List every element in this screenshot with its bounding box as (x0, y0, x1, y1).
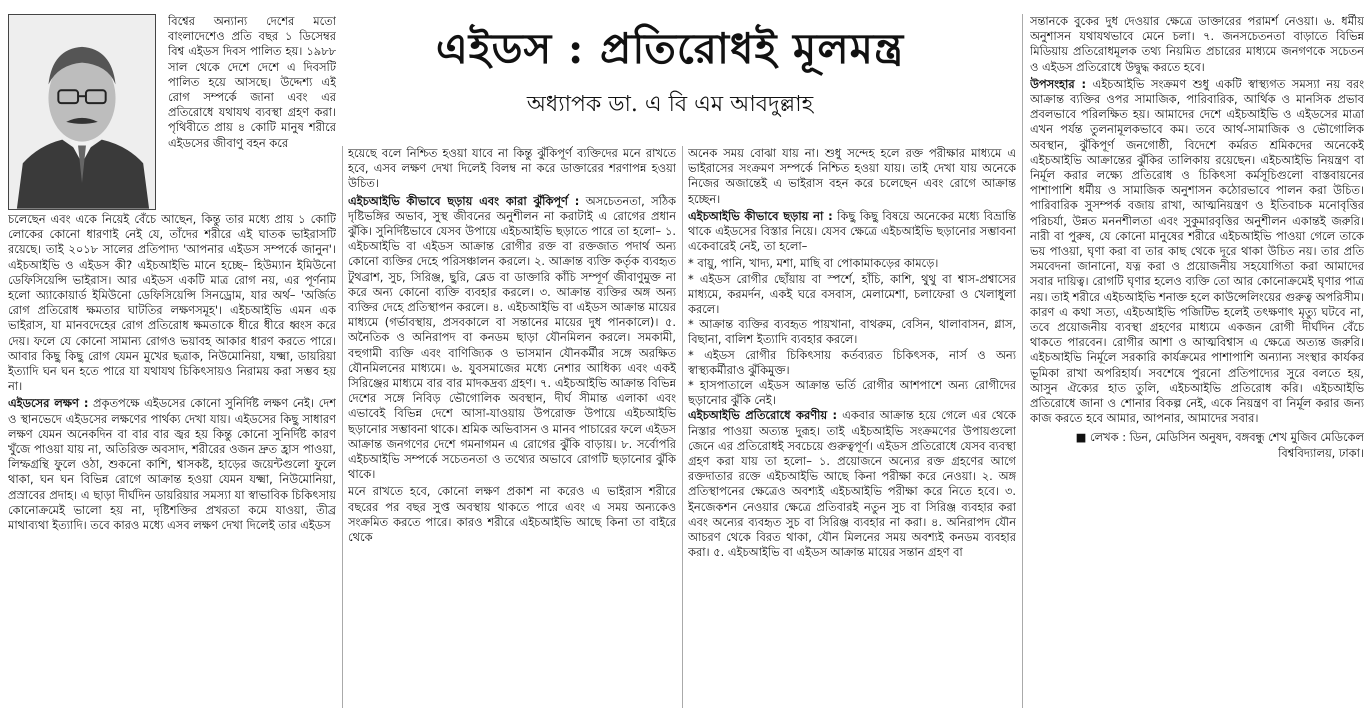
body-text: প্রকৃতপক্ষে এইডসের কোনো সুনির্দিষ্ট লক্ষণ নেই। দেশ ও স্থানভেদে এইডসের লক্ষণের পার্থক্য দেখা যায়। এইডসের কিছু সাধারণ লক্ষণ যেমন অনেকদিন বা বার বার জ্বর হয় কিন্তু কোনো সুনির্দিষ্ট কারণ খুঁজে পাওয়া যায় না, অতিরিক্ত অবসাদ, শরীরের ওজন দ্রুত হ্রাস পাওয়া, লিম্ফগ্রন্থি ফুলে ওঠা, শুকনো কাশি, শ্বাসকষ্ট, হাড়ের জয়েন্টগুলো ফুলে থাকা, ঘন ঘন বিভিন্ন রোগে আক্রান্ত হওয়া যেমন যক্ষ্মা, নিউমোনিয়া, প্রস্রাবের প্রদাহ। এ ছাড়া দীর্ঘদিন ডায়রিয়ার সমস্যা যা স্বাভাবিক চিকিৎসায় কোনোক্রমেই ভালো হয় না, দৃষ্টিশক্তির প্রখরতা কমে যাওয়া, তীব্র মাথাব্যথা ইত্যাদি। তবে কারও মধ্যে এসব লক্ষণ দেখা দিলেই তার এইডস (8, 396, 336, 533)
column-divider (1022, 14, 1023, 708)
body-text: এইচআইভি সংক্রমণ শুধু একটি স্বাস্থ্যগত সমস্যা নয় বরং আক্রান্ত ব্যক্তির ওপর সামাজিক, পারিবারিক, আর্থিক ও মানসিক প্রভাব প্রবলভাবে পরিলক্ষিত হয়। আমাদের দেশে এইচআইভি ও এইডসের মাত্রা এখন পর্যন্ত তুলনামূলকভাবে কম। তবে আর্থ-সামাজিক ও ভৌগোলিক অবস্থান, ঝুঁকিপূর্ণ জনগোষ্ঠী, বিদেশে কর্মরত শ্রমিকদের অনেকেই এইচআইভি আক্রান্তের ঝুঁকির তালিকায় রয়েছেন। এইচআইভি নিয়ন্ত্রণ বা নির্মূল করার লক্ষ্যে প্রতিরোধ ও চিকিৎসা কর্মসূচিগুলো বাস্তবায়নের পাশাপাশি ধর্মীয় ও সামাজিক অনুশাসন কঠোরভাবে পালন করা উচিত। পারিবারিক সুসম্পর্ক বজায় রাখা, আত্মনিয়ন্ত্রণ ও ইতিবাচক মনোবৃত্তির পরিচর্যা, উন্নত মননশীলতা এবং সুকুমারবৃত্তির অনুশীলন একান্তই জরুরি। নারী বা পুরুষ, যে কোনো মানুষের শরীরে এইচআইভি পাওয়া গেলে তাকে ভয় পাওয়া, ঘৃণা করা বা তার কাছ থেকে দূরে থাকা উচিত নয়। তার প্রতি সমবেদনা জানানো, যত্ন করা ও প্রয়োজনীয় সহযোগিতা করা আমাদের সবার দায়িত্ব। রোগটি ঘৃণার হলেও ব্যক্তি তো আর কোনোক্রমেই ঘৃণার পাত্র নয়। তাই শরীরে এইচআইভি শনাক্ত হলে কাউন্সেলিংয়ের গুরুত্ব অপরিসীম। কারণ এ কথা সত্য, এইচআইভি পজিটিভ হলেই তৎক্ষণাৎ মৃত্যু ঘটবে না, তবে প্রয়োজনীয় ব্যবস্থা গ্রহণের মাধ্যমে একজন রোগী দীর্ঘদিন বেঁচে থাকতে পারবেন। রোগীর আশা ও আত্মবিশ্বাস এ ক্ষেত্রে অত্যন্ত জরুরি। এইচআইভি নির্মূলে সরকারি কার্যক্রমের পাশাপাশি অন্যান্য সংস্থার কার্যকর ভূমিকা রাখা অপরিহার্য। সবশেষে পুরনো প্রতিপাদ্যের সুরে বলতে হয়, আসুন ঐক্যের হাত তুলি, এইচআইভি প্রতিরোধ করি। এইচআইভি প্রতিরোধে জানা ও শোনার বিকল্প নেই, একে নিয়ন্ত্রণ বা নির্মূল করার জন্য কাজ করতে হবে আমার, আপনার, আমাদের সবার। (1030, 76, 1364, 426)
article-author: অধ্যাপক ডা. এ বি এম আবদুল্লাহ (526, 92, 814, 117)
bullet-item: * হাসপাতালে এইডস আক্রান্ত ভর্তি রোগীর আশপাশে অন্য রোগীদের ছড়ানোর ঝুঁকি নেই। (688, 378, 1016, 408)
body-paragraph (688, 408, 1016, 560)
column-3 (688, 146, 1016, 708)
subheading-conclusion: উপসংহার : (1030, 76, 1087, 91)
subheading-prevention: এইচআইভি প্রতিরোধে করণীয় : (688, 408, 838, 423)
column-2 (348, 146, 676, 708)
body-paragraph (688, 209, 1016, 255)
bullet-item: * এইডস রোগীর ছোঁয়ায় বা স্পর্শে, হাঁচি, কাশি, থুথু বা শ্বাস-প্রশ্বাসের মাধ্যমে, করমর্দন, একই ঘরে বসবাস, মেলামেশা, চলাফেরা ও খেলাধুলা করলে। (688, 271, 1016, 317)
body-paragraph: মনে রাখতে হবে, কোনো লক্ষণ প্রকাশ না করেও এ ভাইরাস শরীরে বছরের পর বছর সুপ্ত অবস্থায় থাকতে পারে এবং এ সময় অন্যকেও সংক্রমিত করতে পারে। কারও শরীরে এইচআইভি আছে কিনা তা বাইরে থেকে (348, 484, 676, 545)
column-divider (682, 146, 683, 708)
article-title: এইডস : প্রতিরোধই মূলমন্ত্র (435, 24, 905, 73)
body-paragraph: সন্তানকে বুকের দুধ দেওয়ার ক্ষেত্রে ডাক্তারের পরামর্শ নেওয়া। ৬. ধর্মীয় অনুশাসন যথাযথভাবে মেনে চলা। ৭. জনসচেতনতা বাড়াতে বিভিন্ন মিডিয়ায় প্রতিরোধমূলক তথ্য নিয়মিত প্রচারের মাধ্যমে জনগণকে সচেতন ও এইডস প্রতিরোধে উদ্বুদ্ধ করতে হবে। (1030, 14, 1364, 74)
subheading-non-transmission: এইচআইভি কীভাবে ছড়ায় না : (688, 208, 833, 223)
body-text: একবার আক্রান্ত হয়ে গেলে এর থেকে নিস্তার পাওয়া অত্যন্ত দুরূহ। তাই এইচআইভি সংক্রমণের উপায়গুলো জেনে এর প্রতিরোধই সবচেয়ে গুরুত্বপূর্ণ। এইডস প্রতিরোধে যেসব ব্যবস্থা গ্রহণ করা যায় তা হলো– ১. প্রয়োজনে অন্যের রক্ত গ্রহণের আগে রক্তদাতার রক্তে এইচআইভি আছে কিনা পরীক্ষা করে নেওয়া। ২. অঙ্গ প্রতিস্থাপনের ক্ষেত্রেও অবশ্যই এইচআইভি পরীক্ষা করে নিতে হবে। ৩. ইনজেকশন নেওয়ার ক্ষেত্রে প্রতিবারই নতুন সুচ বা সিরিঞ্জ ব্যবহার করা এবং অন্যের ব্যবহৃত সুচ বা সিরিঞ্জ ব্যবহার না করা। ৪. অনিরাপদ যৌন আচরণ থেকে বিরত থাকা, যৌন মিলনের সময় অবশ্যই কনডম ব্যবহার করা। ৫. এইচআইভি বা এইডস আক্রান্ত মায়ের সন্তান গ্রহণ বা (688, 408, 1016, 560)
intro-paragraph: বিশ্বের অন্যান্য দেশের মতো বাংলাদেশেও প্রতি বছর ১ ডিসেম্বর বিশ্ব এইডস দিবস পালিত হয়। ১৯৮৮ সাল থেকে দেশে দেশে এ দিবসটি পালিত হয়ে আসছে। উদ্দেশ্য এই রোগ সম্পর্কে জানা এবং এর প্রতিরোধে যথাযথ ব্যবস্থা গ্রহণ করা। পৃথিবীতে প্রায় ৪ কোটি মানুষ শরীরে এইডসের জীবাণু বহন করে (168, 14, 336, 150)
author-photo (8, 14, 156, 210)
subheading-symptoms: এইডসের লক্ষণ : (8, 396, 89, 411)
bullet-item: * বায়ু, পানি, খাদ্য, মশা, মাছি বা পোকামাকড়ের কামড়ে। (688, 256, 939, 271)
body-paragraph (1030, 77, 1364, 427)
column-1 (8, 212, 336, 708)
body-paragraph (348, 194, 676, 483)
subheading-transmission: এইচআইভি কীভাবে ছড়ায় এবং কারা ঝুঁকিপূর্ণ : (348, 193, 580, 208)
body-paragraph: অনেক সময় বোঝা যায় না। শুধু সন্দেহ হলে রক্ত পরীক্ষার মাধ্যমে এ ভাইরাসের সংক্রমণ সম্পর্কে নিশ্চিত হওয়া যায়। তাই দেখা যায় অনেকে নিজের অজান্তেই এ ভাইরাস বহন করে চলেছেন এবং রোগে আক্রান্ত হচ্ছেন। (688, 146, 1016, 206)
bullet-item: * আক্রান্ত ব্যক্তির ব্যবহৃত পায়খানা, বাথরুম, বেসিন, থালাবাসন, গ্লাস, বিছানা, বালিশ ইত্যাদি ব্যবহার করলে। (688, 317, 1016, 347)
author-signature: ■ লেখক : ডিন, মেডিসিন অনুষদ, বঙ্গবন্ধু শেখ মুজিব মেডিকেল বিশ্ববিদ্যালয়, ঢাকা। (1075, 430, 1364, 460)
body-text: অসচেতনতা, সঠিক দৃষ্টিভঙ্গির অভাব, সুস্থ জীবনের অনুশীলন না করাটাই এ রোগের প্রধান ঝুঁকি। সুনির্দিষ্টভাবে যেসব উপায়ে এইচআইভি ছড়াতে পারে তা হলো– ১. এইচআইভি বা এইডস আক্রান্ত রোগীর রক্ত বা রক্তজাত পদার্থ অন্য কোনো ব্যক্তির দেহে পরিসঞ্চালন করলে। ২. আক্রান্ত ব্যক্তি কর্তৃক ব্যবহৃত টুথব্রাশ, সুচ, সিরিঞ্জ, ছুরি, ব্লেড বা ডাক্তারি কাঁচি সম্পূর্ণ জীবাণুমুক্ত না করে অন্য কোনো ব্যক্তি ব্যবহার করলে। ৩. আক্রান্ত ব্যক্তির অঙ্গ অন্য ব্যক্তির দেহে প্রতিস্থাপন করলে। ৪. এইচআইভি বা এইডস আক্রান্ত মায়ের মাধ্যমে (গর্ভাবস্থায়, প্রসবকালে বা সন্তানের মায়ের দুধ পানকালে)। ৫. অনৈতিক ও অনিরাপদ বা কনডম ছাড়া যৌনমিলন করলে। সমকামী, বহুগামী ব্যক্তি এবং বাণিজ্যিক ও ভাসমান যৌনকর্মীর সঙ্গে অরক্ষিত যৌনমিলনের মাধ্যমে। ৬. যুবসমাজের মধ্যে নেশার আধিক্য এবং একই সিরিঞ্জের মাধ্যমে বার বার মাদকদ্রব্য গ্রহণ। ৭. এইচআইভি আক্রান্ত বিভিন্ন দেশের সঙ্গে নিবিড় ভৌগোলিক অবস্থান, দীর্ঘ সীমান্ত এলাকা এবং এভাবেই বিভিন্ন দেশে আসা-যাওয়ায় উপরোক্ত উপায়ে এইচআইভি ছড়ানোর সম্ভাবনা থাকে। শ্রমিক অভিবাসন ও মানব পাচারের ফলে এইডস আক্রান্ত জনগণের দেশে গমনাগমন এ রোগের ঝুঁকি বাড়ায়। ৮. সর্বোপরি এইচআইভি সম্পর্কে সচেতনতা ও তথ্যের অভাবে রোগটি ছড়ানোর ঝুঁকি থাকে। (348, 193, 676, 482)
body-paragraph (8, 396, 336, 533)
bullet-item: * এইডস রোগীর চিকিৎসায় কর্তব্যরত চিকিৎসক, নার্স ও অন্য স্বাস্থ্যকর্মীরাও ঝুঁকিমুক্ত। (688, 347, 1016, 377)
body-paragraph: চলেছেন এবং একে নিয়েই বেঁচে আছেন, কিন্তু তার মধ্যে প্রায় ১ কোটি লোকের কোনো ধারণাই নেই যে, তাঁদের শরীরে এই ঘাতক ভাইরাসটি রয়েছে। তাই ২০১৮ সালের প্রতিপাদ্য 'আপনার এইডস সম্পর্কে জানুন'। এইচআইভি ও এইডস কী? এইচআইভি মানে হচ্ছে– হিউম্যান ইমিউনো ডেফিসিয়েন্সি ভাইরাস। আর এইডস একটি মাত্র রোগ নয়, এর পূর্ণনাম হলো অ্যাকোয়ার্ড ইমিউনো ডেফিসিয়েন্সি সিনড্রোম, যার অর্থ– 'অর্জিত রোগ প্রতিরোধ ক্ষমতার ঘাটতির লক্ষণসমূহ'। এইচআইভি এমন এক ভাইরাস, যা মানবদেহের রোগ প্রতিরোধ ক্ষমতাকে ধীরে ধীরে ধ্বংস করে দেয়। ফলে যে কোনো সামান্য রোগও ভয়াবহ আকার ধারণ করতে পারে। আবার কিছু কিছু রোগ যেমন মুখের ছত্রাক, নিউমোনিয়া, যক্ষ্মা, ডায়রিয়া ইত্যাদি ঘন ঘন হতে পারে যা যথাযথ চিকিৎসায়ও নিরাময় করা সম্ভব হয় না। (8, 212, 336, 394)
body-text: কিছু কিছু বিষয়ে অনেকের মধ্যে বিভ্রান্তি থাকে এইডসের বিস্তার নিয়ে। যেসব ক্ষেত্রে এইচআইভি ছড়ানোর সম্ভাবনা একেবারেই নেই, তা হলো– (688, 208, 1016, 254)
body-paragraph: হয়েছে বলে নিশ্চিত হওয়া যাবে না কিন্তু ঝুঁকিপূর্ণ ব্যক্তিদের মনে রাখতে হবে, এসব লক্ষণ দেখা দিলেই বিলম্ব না করে ডাক্তারের শরণাপন্ন হওয়া উচিত। (348, 146, 676, 191)
intro-column (168, 14, 336, 212)
column-divider (342, 146, 343, 708)
column-4 (1030, 14, 1364, 708)
author-portrait-image (9, 15, 155, 209)
